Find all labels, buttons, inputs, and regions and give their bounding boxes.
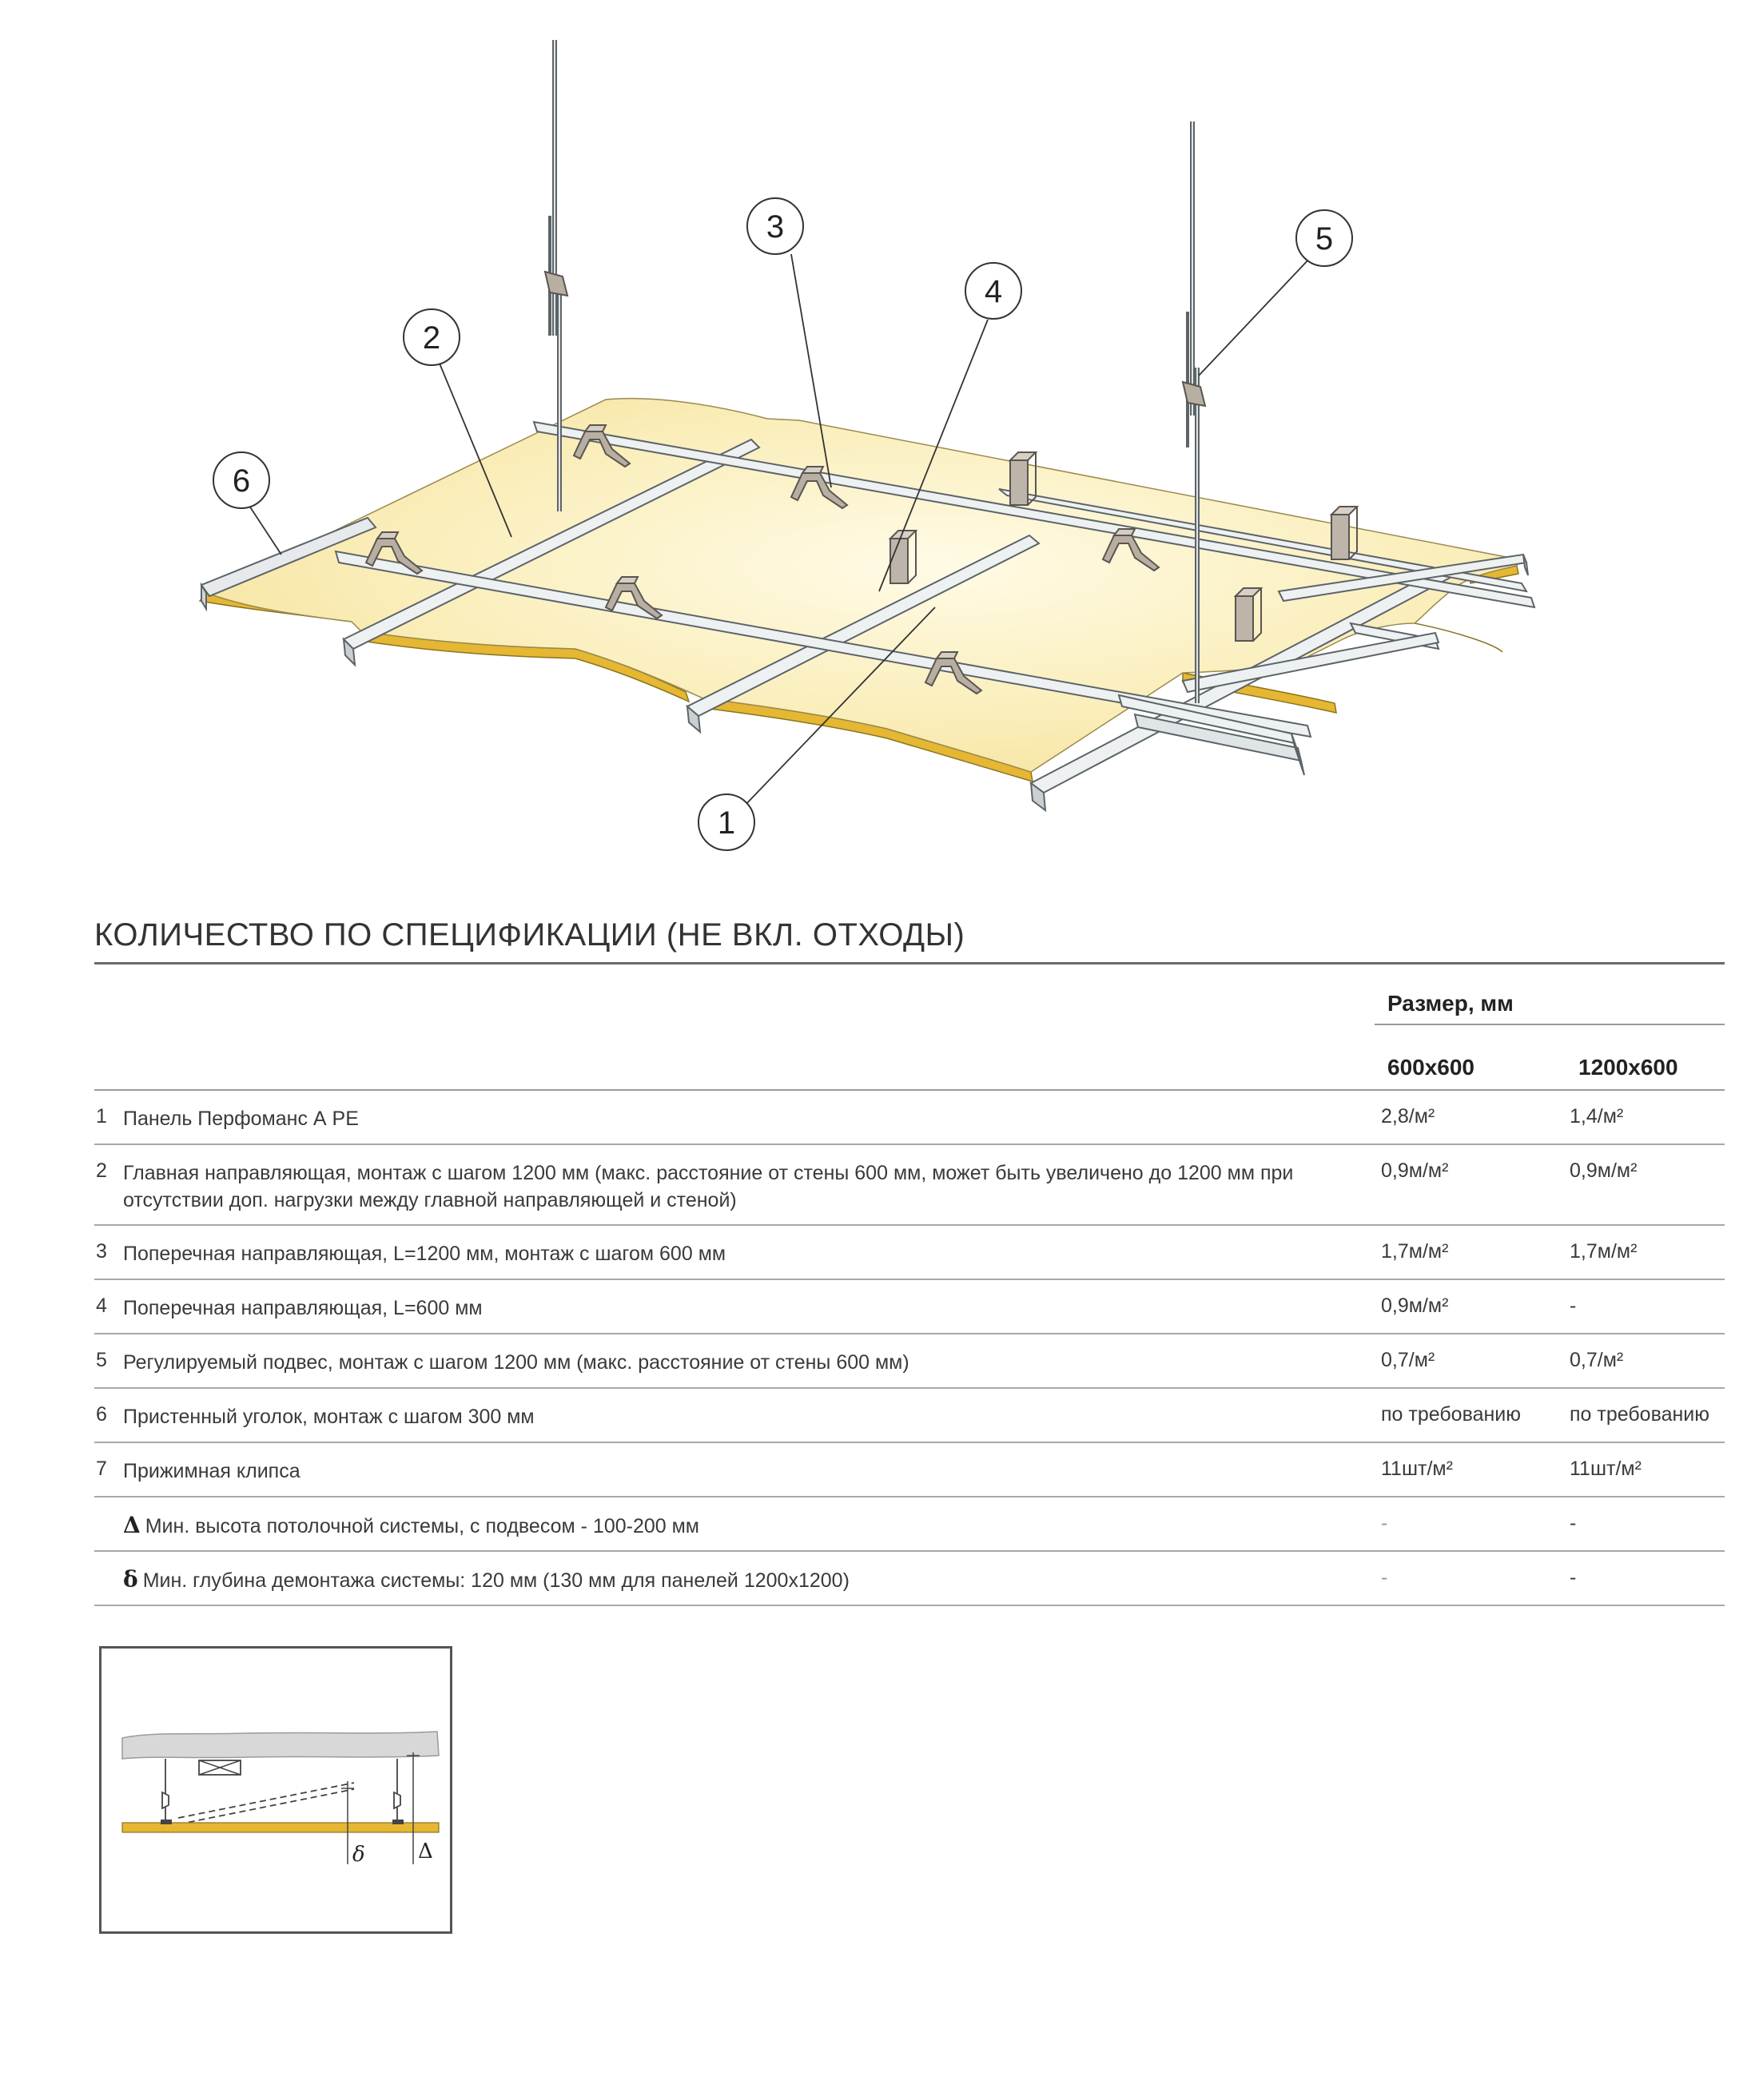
delta-big-label: Δ	[418, 1839, 433, 1863]
table-row	[94, 1226, 1725, 1280]
row-description	[123, 1566, 1370, 1594]
row-value-600x600: 11шт/м²	[1381, 1458, 1453, 1480]
row-number: 7	[96, 1458, 107, 1480]
delta-symbol: Δ	[123, 1512, 141, 1538]
row-value-1200x600: 0,7/м²	[1570, 1349, 1624, 1371]
table-row	[94, 1443, 1725, 1497]
row-value-600x600: 2,8/м²	[1381, 1105, 1435, 1128]
callout-1	[698, 794, 754, 850]
row-value-600x600: 0,9м/м²	[1381, 1159, 1449, 1182]
row-value-600x600: по требованию	[1381, 1403, 1522, 1426]
row-value-1200x600: 0,9м/м²	[1570, 1159, 1638, 1182]
callout-6	[213, 452, 269, 508]
title-divider	[94, 962, 1725, 964]
row-value-600x600: -	[1381, 1512, 1388, 1534]
row-value-1200x600: 1,4/м²	[1570, 1105, 1624, 1128]
spec-table	[94, 1091, 1725, 1606]
row-value-1200x600: -	[1570, 1566, 1577, 1589]
table-row	[94, 1552, 1725, 1606]
row-description	[123, 1512, 1370, 1540]
svg-text:5: 5	[1315, 221, 1334, 257]
row-value-600x600: 0,9м/м²	[1381, 1295, 1449, 1317]
row-number: 3	[96, 1240, 107, 1263]
table-row	[94, 1334, 1725, 1389]
svg-text:3: 3	[766, 209, 785, 245]
row-description: Пристенный уголок, монтаж с шагом 300 мм	[123, 1406, 535, 1428]
size-header-divider	[1375, 1024, 1725, 1025]
row-value-600x600: -	[1381, 1566, 1388, 1589]
row-number: 2	[96, 1159, 107, 1182]
tilted-panel-dashed	[178, 1783, 354, 1824]
table-row	[94, 1497, 1725, 1552]
row-value-600x600: 1,7м/м²	[1381, 1240, 1449, 1263]
structural-slab	[122, 1732, 439, 1759]
row-number: 4	[96, 1295, 107, 1317]
row-description: Панель Перфоманс А РЕ	[123, 1108, 359, 1130]
row-description: Главная направляющая, монтаж с шагом 1200 мм (макс. расстояние от стены 600 мм, может быть увеличено до 1200 мм при отсутствии доп. нагрузки между главной направляющей и стеной)	[123, 1162, 1294, 1211]
svg-text:6: 6	[232, 463, 251, 499]
row-value-600x600: 0,7/м²	[1381, 1349, 1435, 1371]
row-number: 6	[96, 1403, 107, 1426]
column-header-600x600: 600x600	[1387, 1055, 1475, 1080]
row-number: 1	[96, 1105, 107, 1128]
row-description: Поперечная направляющая, L=600 мм	[123, 1297, 483, 1319]
row-value-1200x600: по требованию	[1570, 1403, 1710, 1426]
row-description: Поперечная направляющая, L=1200 мм, монтаж с шагом 600 мм	[123, 1243, 726, 1265]
row-value-1200x600: -	[1570, 1295, 1577, 1317]
delta-small-label: δ	[352, 1843, 365, 1867]
callout-5	[1296, 210, 1352, 266]
column-header-1200x600: 1200x600	[1578, 1055, 1678, 1080]
row-description-text: Мин. высота потолочной системы, с подвесом - 100-200 мм	[145, 1515, 699, 1537]
table-row	[94, 1280, 1725, 1334]
row-value-1200x600: -	[1570, 1512, 1577, 1534]
row-description: Прижимная клипса	[123, 1460, 300, 1482]
row-value-1200x600: 1,7м/м²	[1570, 1240, 1638, 1263]
row-value-1200x600: 11шт/м²	[1570, 1458, 1642, 1480]
section-hangers	[162, 1759, 400, 1824]
row-number: 5	[96, 1349, 107, 1371]
callout-3	[747, 198, 803, 254]
row-description: Регулируемый подвес, монтаж с шагом 1200 мм (макс. расстояние от стены 600 мм)	[123, 1351, 909, 1374]
callout-4	[965, 263, 1021, 319]
row-description-text: Мин. глубина демонтажа системы: 120 мм (130 мм для панелей 1200x1200)	[142, 1569, 850, 1592]
small-delta-symbol: δ	[123, 1566, 138, 1593]
spec-title: КОЛИЧЕСТВО ПО СПЕЦИФИКАЦИИ (НЕ ВКЛ. ОТХОДЫ)	[94, 917, 965, 953]
service-duct	[199, 1760, 241, 1775]
section-detail-diagram	[99, 1646, 452, 1934]
size-header: Размер, мм	[1387, 991, 1514, 1016]
ceiling-system-illustration	[0, 0, 1759, 871]
svg-text:4: 4	[984, 274, 1003, 309]
table-row	[94, 1091, 1725, 1145]
table-row	[94, 1389, 1725, 1443]
svg-text:2: 2	[422, 320, 441, 356]
svg-text:1: 1	[717, 805, 736, 841]
table-row	[94, 1145, 1725, 1226]
callout-2	[404, 309, 460, 365]
